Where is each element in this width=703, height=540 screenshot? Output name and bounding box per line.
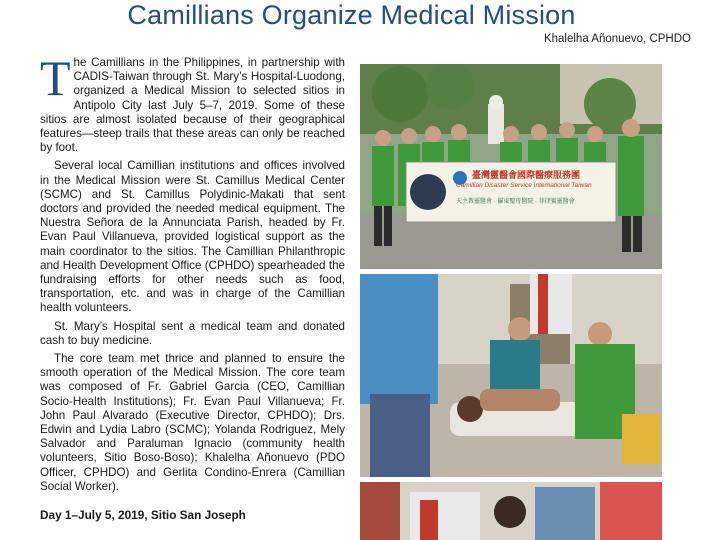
banner-title: 臺灣靈醫會國際醫療服務團 (472, 170, 581, 180)
paragraph-text: he Camillians in the Philippines, in partnership with CADIS-Taiwan through St. Mary’s Hospital-Luodong, organized a Medical Mission to selected sitios in Antipolo City last July 5–7, 2019. Some of these sitios are almost isolated because of their geographical features—steep trails that these areas can only be reached by foot. (40, 56, 345, 155)
article-paragraph-3: St. Mary’s Hospital sent a medical team and donated cash to buy medicine. (40, 319, 345, 347)
banner-subtitle: Camillian Disaster Service International Taiwan (456, 182, 592, 189)
article-body (40, 50, 345, 523)
medical-exam-photo (360, 274, 662, 477)
article-paragraph-2: Several local Camillian institutions and offices involved in the Medical Mission were St. Camillus Medical Center (SCMC) and St. Camillus Polydinic-Makati that sent doctors and provided the needed medical equipment. The Nuestra Señora de la Annunciata Parish, headed by Fr. Evan Paul Villanueva, provided logistical support as the main coordinator to the sitios. The Camillian Philanthropic and Health Development Office (CPHDO) spearheaded the fundraising efforts for other needs such as food, transportation, etc. and was in charge of the Camillian health volunteers. (40, 159, 345, 315)
article-paragraph-1 (40, 50, 345, 155)
section-subheading: Day 1–July 5, 2019, Sitio San Joseph (40, 508, 246, 523)
group-photo (360, 64, 662, 269)
article-title: Camillians Organize Medical Mission (127, 0, 576, 30)
article-paragraph-4: The core team met thrice and planned to ensure the smooth operation of the Medical Mission. The core team was composed of Fr. Gabriel Garcia (CEO, Camillian Socio-Health Institutions); Fr. Evan Paul Villanueva; Fr. John Paul Alvarado (Executive Director, CPHDO); Drs. Edwin and Lydia Labro (SCMC); Yolanda Rodriguez, Mely Salvador and Paraluman Ignacio (community health volunteers, Sitio Boso-Boso); Khalelha Añonuevo (PDO Officer, CPHDO) and Gerlita Condino-Enrera (Camillian Social Worker). (40, 352, 345, 493)
event-photo (360, 482, 662, 540)
dropcap: T (40, 50, 71, 106)
article-byline: Khalelha Añonuevo, CPHDO (543, 33, 691, 45)
banner-orgs: 天主教靈醫會 · 羅東聖母醫院 · 菲律賓靈醫會 (456, 199, 575, 205)
